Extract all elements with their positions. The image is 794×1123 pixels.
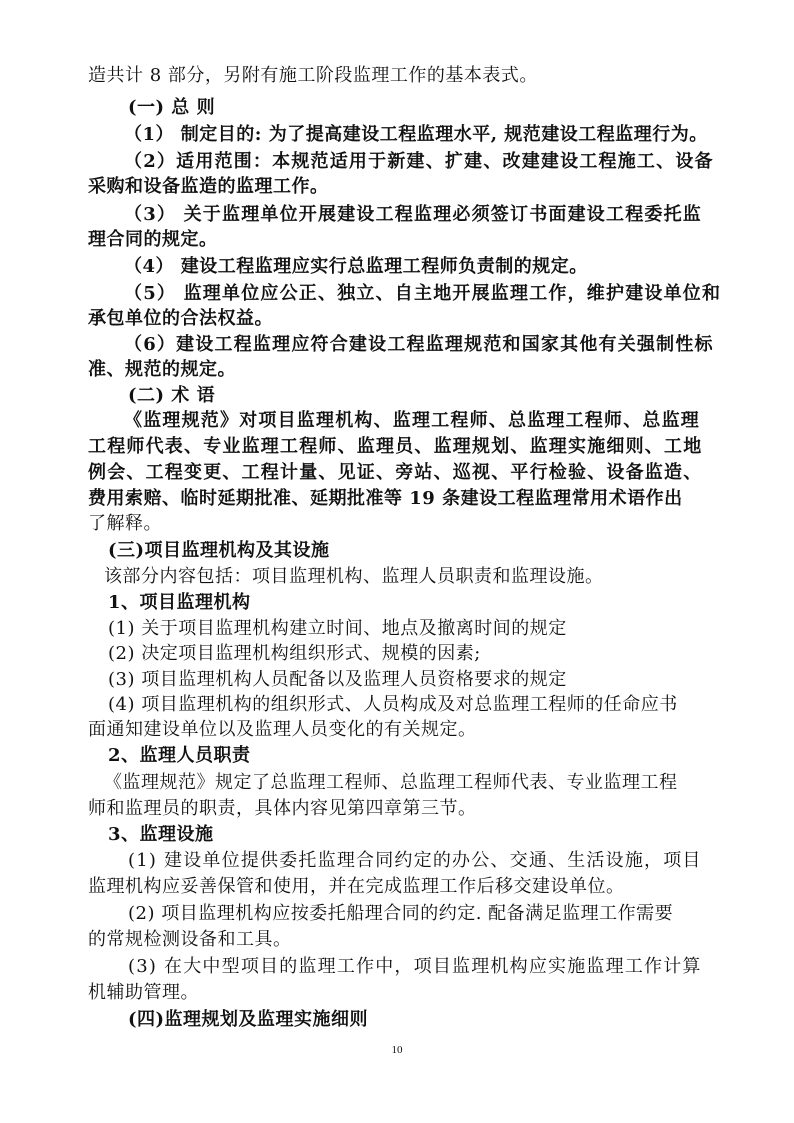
text-line-responsibility: （4） 建设工程监理应实行总监理工程师负责制的规定。 [124, 256, 588, 277]
subheading-organization: 1、项目监理机构 [108, 592, 251, 613]
section-heading-general: (一) 总 则 [128, 97, 216, 118]
text-line-facilities-2: (2) 项目监理机构应按委托船理合同的约定. 配备满足监理工作需要 [128, 903, 674, 924]
text-line-duties-1: 《监理规范》规定了总监理工程师、总监理工程师代表、专业监理工程 [104, 772, 678, 793]
text-line-scope-cont: 采购和设备监造的监理工作。 [88, 176, 329, 197]
text-line-facilities-2-cont: 的常规检测设备和工具。 [88, 929, 292, 950]
text-line-terms-5: 了解释。 [88, 513, 162, 534]
text-line-org-3: (3) 项目监理机构人员配备以及监理人员资格要求的规定 [108, 669, 567, 690]
text-line-facilities-1: (1) 建设单位提供委托监理合同约定的办公、交通、生活设施，项目 [128, 850, 702, 871]
text-line-fairness-cont: 承包单位的合法权益。 [88, 308, 273, 329]
text-line-org-4-cont: 面通知建设单位以及监理人员变化的有关规定。 [88, 719, 477, 740]
text-line-purpose: （1） 制定目的: 为了提高建设工程监理水平, 规范建设工程监理行为。 [124, 124, 708, 145]
section-heading-terms: (二) 术 语 [128, 385, 216, 406]
text-line-org-1: (1) 关于项目监理机构建立时间、地点及撤离时间的规定 [108, 618, 567, 639]
text-line-duties-2: 师和监理员的职责，具体内容见第四章第三节。 [88, 798, 477, 819]
section-heading-organization: (三)项目监理机构及其设施 [108, 540, 330, 561]
text-line-terms-2: 工程师代表、专业监理工程师、监理员、监理规划、监理实施细则、工地 [88, 436, 703, 457]
text-line-organization-intro: 该部分内容包括：项目监理机构、监理人员职责和监理设施。 [104, 566, 604, 587]
text-line-facilities-1-cont: 监理机构应妥善保管和使用，并在完成监理工作后移交建设单位。 [88, 876, 625, 897]
text-line-terms-4: 费用索赔、临时延期批准、延期批准等 19 条建设工程监理常用术语作出 [88, 488, 683, 509]
text-line-contract-cont: 理合同的规定。 [88, 229, 218, 250]
subheading-staff-duties: 2、监理人员职责 [108, 745, 251, 766]
text-line-terms-1: 《监理规范》对项目监理机构、监理工程师、总监理工程师、总监理 [124, 410, 700, 431]
page-number: 10 [391, 1044, 403, 1056]
text-line-facilities-3-cont: 机辅助管理。 [88, 982, 199, 1003]
text-line-standards-cont: 准、规范的规定。 [88, 359, 236, 380]
text-line-org-2: (2) 决定项目监理机构组织形式、规模的因素; [108, 643, 481, 664]
subheading-facilities: 3、监理设施 [108, 824, 214, 845]
text-line-terms-3: 例会、工程变更、工程计量、见证、旁站、巡视、平行检验、设备监造、 [88, 462, 703, 483]
text-line-scope: （2）适用范围：本规范适用于新建、扩建、改建建设工程施工、设备 [124, 151, 714, 172]
text-line-fairness: （5） 监理单位应公正、独立、自主地开展监理工作，维护建设单位和 [124, 283, 722, 304]
text-line-intro: 造共计 8 部分，另附有施工阶段监理工作的基本表式。 [88, 65, 538, 86]
text-line-org-4: (4) 项目监理机构的组织形式、人员构成及对总监理工程师的任命应书 [108, 694, 678, 715]
section-heading-planning: (四)监理规划及监理实施细则 [128, 1009, 369, 1030]
text-line-contract: （3） 关于监理单位开展建设工程监理必须签订书面建设工程委托监 [124, 204, 702, 225]
text-line-standards: （6）建设工程监理应符合建设工程监理规范和国家其他有关强制性标 [124, 334, 714, 355]
text-line-facilities-3: (3) 在大中型项目的监理工作中，项目监理机构应实施监理工作计算 [128, 956, 702, 977]
